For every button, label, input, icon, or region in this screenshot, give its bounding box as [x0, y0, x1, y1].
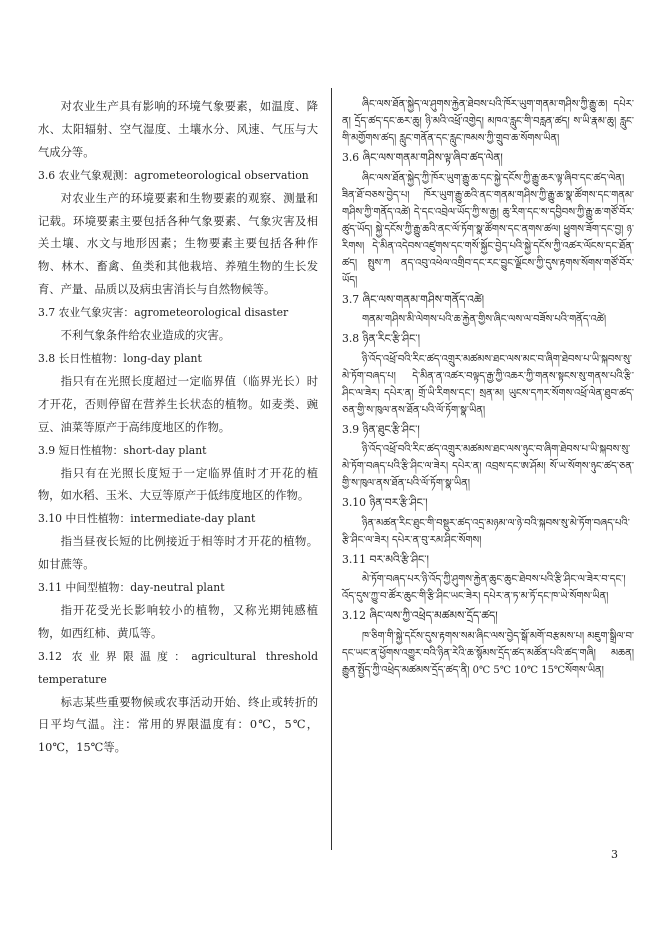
chinese-paragraph: 指只有在光照长度超过一定临界值（临界光长）时才开花，否则停留在营养生长状态的植物。如麦类、豌豆、油菜等原产于高纬度地区的作物。 [38, 374, 318, 434]
column-divider [331, 88, 332, 850]
chinese-heading: 3.12 农业界限温度：agricultural threshold temperature [38, 649, 318, 686]
tibetan-heading: 3.10 ཉིན་བར་རྩི་ཤིང་། [342, 496, 428, 509]
right-column-tibetan [342, 96, 634, 679]
tibetan-paragraph: ཞིང་ལས་ཐོན་སྐྱེད་ཀྱི་ཁོར་ཡུག་རྒྱུ་ཆ་དང་སྐྱེ་དངོས་ཀྱི་རྒྱུ་ཆར་ལྟ་ཞིབ་དང་ཚད་ལེན། ཟིན་ཐོ་བཅས་བྱེད་པ། ཁོར་ཡུག་རྒྱུ་ཆའི་ནང་གནམ་གཤིས་ཀྱི་རྒྱུ་ཆ་སྣ་ཚོགས་དང་གནམ་གཤིས་ཀྱི་གནོད་འཚེ། དེ་དང་འབྲེལ་ཡོད་ཀྱི་ས་རྒྱ། ཆུ་རིག་དང་ས་དབྱིབས་ཀྱི་རྒྱུ་ཆ་གཙོ་བོར་ཚུད་ཡོད། སྐྱེ་དངོས་ཀྱི་རྒྱུ་ཆའི་ནང་ལོ་ཏོག་སྣ་ཚོགས་དང་ནགས་ཚལ། ཕྱུགས་ཟོག་དང་བྱ། ཉ་རིགས། དེ་མིན་འདེབས་འཛུགས་དང་གསོ་སྐྱོང་བྱེད་པའི་སྐྱེ་དངོས་ཀྱི་འཚར་ལོངས་དང་ཐོན་ཚད། སྤུས་ཀ ནད་འབུ་འཕེལ་འགྲིབ་དང་རང་བྱུང་ལྗོངས་ཀྱི་དུས་རྟགས་སོགས་གཙོ་བོར་ཡོད། [342, 172, 634, 286]
chinese-heading: 3.6 农业气象观测：agrometeorological observation [38, 168, 309, 182]
tibetan-paragraph: གནམ་གཤིས་མི་ལེགས་པའི་ཆ་རྐྱེན་གྱིས་ཞིང་ལས་ལ་བཟོས་པའི་གནོད་འཚེ། [362, 314, 607, 325]
tibetan-paragraph: ཁ་ཅིག་གི་སྐྱེ་དངོས་དུས་རྟགས་སམ་ཞིང་ལས་བྱེད་སྒོ་མགོ་བརྩམས་པ། མཇུག་སྒྲིལ་བ་དང་ཡང་ན་ཕྱོགས་འགྱུར་བའི་ཉིན་རེའི་ཆ་སྙོམས་དྲོད་ཚད་མཚོན་པའི་ཚད་གཞི། མཆན། རྒྱུན་སྤྱོད་ཀྱི་འཕྲེད་མཚམས་དྲོད་ཚད་ནི། 0℃ 5℃ 10℃ 15℃སོགས་ཡིན། [342, 630, 634, 676]
chinese-heading: 3.8 长日性植物：long-day plant [38, 351, 202, 365]
tibetan-heading: 3.7 ཞིང་ལས་གནམ་གཤིས་གནོད་འཚེ། [342, 292, 485, 306]
tibetan-heading: 3.12 ཞིང་ལས་ཀྱི་འཕྲེད་མཚམས་དྲོད་ཚད། [342, 609, 498, 622]
chinese-paragraph: 指只有在光照长度短于一定临界值时才开花的植物，如水稻、玉米、大豆等原产于低纬度地区的作物。 [38, 466, 318, 503]
tibetan-paragraph: ཉི་འོད་འཕྲོ་བའི་རིང་ཚད་འགྲུར་མཚམས་ཐང་ལས་ཉུང་བ་ཞིག་ཐེབས་པ་ཡི་སྐབས་སུ་མེ་ཏོག་བཞད་པའི་རྩི་ཤིང་ལ་ཟེར། དཔེར་ན། འབྲས་དང་ཨ་ཤོམ། སོ་ཡ་སོགས་ཉུང་ཚད་ཅན་གྱི་ས་ཁུལ་ནས་ཐོན་པའི་ལོ་ཏོག་སྣ་ཡིན། [342, 444, 634, 489]
tibetan-paragraph: ཉིན་མཚན་རིང་ཐུང་གི་བསྡུར་ཚད་འདྲ་མཉམ་ལ་ཉེ་བའི་སྐབས་སུ་མེ་ཏོག་བཞད་པའི་རྩི་ཤིང་ལ་ཟེར། དཔེར་ན་བུ་རམ་ཤིང་སོགས། [342, 517, 630, 546]
left-column-chinese [38, 96, 318, 760]
chinese-heading: 3.10 中日性植物：intermediate-day plant [38, 512, 256, 526]
chinese-heading: 3.9 短日性植物：short-day plant [38, 443, 207, 457]
page-number: 3 [611, 848, 618, 861]
tibetan-heading: 3.9 ཉིན་ཐུང་རྩི་ཤིང་། [342, 422, 420, 436]
chinese-paragraph: 不利气象条件给农业造成的灾害。 [60, 329, 231, 343]
tibetan-heading: 3.6 ཞིང་ལས་གནམ་གཤིས་ལྟ་ཞིབ་ཚད་ལེན། [342, 151, 503, 164]
tibetan-paragraph: མེ་ཏོག་བཞད་པར་ཉི་འོད་ཀྱི་ཤུགས་རྐྱེན་ཆུང་ཆུང་ཐེབས་པའི་རྩི་ཤིང་ལ་ཟེར་བ་དང་། འོད་དུས་ཀྱུ་བ་ཚོར་ཆུང་གི་རྩི་ཤིང་ཡང་ཟེར། དཔེར་ན་ཏ་མ་ཏོ་དང་ཁ་ཡེ་སོགས་ཡིན། [342, 574, 626, 602]
chinese-paragraph: 标志某些重要物候或农事活动开始、终止或转折的日平均气温。注：常用的界限温度有：0℃，5℃，10℃，15℃等。 [38, 695, 318, 755]
chinese-heading: 3.7 农业气象灾害：agrometeorological disaster [38, 306, 289, 320]
chinese-paragraph: 指开花受光长影响较小的植物，又称光期钝感植物，如西红柿、黄瓜等。 [38, 603, 318, 640]
chinese-paragraph: 指当昼夜长短的比例接近于相等时才开花的植物。如甘蔗等。 [38, 535, 318, 572]
chinese-paragraph: 对农业生产的环境要素和生物要素的观察、测量和记载。环境要素主要包括各种气象要素、气象灾害及相关土壤、水文与地形因素；生物要素主要包括各种作物、林木、畜禽、鱼类和其他栽培、养殖生物的生长发育、产量、品质以及病虫害消长与自然物候等。 [38, 191, 318, 297]
tibetan-heading: 3.11 བར་མའི་རྩི་ཤིང་། [342, 552, 429, 566]
chinese-heading: 3.11 中间型植物：day-neutral plant [38, 581, 225, 595]
tibetan-heading: 3.8 ཉིན་རིང་རྩི་ཤིང་། [342, 332, 420, 345]
tibetan-paragraph: ཞིང་ལས་ཐོན་སྐྱེད་ལ་ཤུགས་རྐྱེན་ཐེབས་པའི་ཁོར་ཡུག་གནམ་གཤིས་ཀྱི་རྒྱུ་ཆ། དཔེར་ན། དྲོད་ཚད་དང་ཆར་ཆུ། ཉི་མའི་འཕྲོ་འགྱེད། མཁའ་རླུང་གི་བརླན་ཚད། ས་ཡི་རྣམ་ཆུ། རླུང་གི་མགྱོགས་ཚད། རླུང་གནོན་དང་རླུང་ཁམས་ཀྱི་གྲུབ་ཆ་སོགས་ཡིན། [342, 99, 634, 144]
tibetan-paragraph: ཉི་འོད་འཕྲོ་བའི་རིང་ཚད་འགྲུར་མཚམས་ཐང་ལས་མང་བ་ཞིག་ཐེབས་པ་ཡི་སྐབས་སུ་མེ་ཏོག་བཞད་པ། དེ་མིན་ན་འཚར་བལྟད་རྒྱ་ཀྱི་འཆར་ཀྱི་གནས་སྟངས་སུ་གནས་པའི་རྩི་ཤིང་ལ་ཟེར། དཔེར་ན། གྲོ་ཡི་རིགས་དང་། སྲན་མ། ཡུངས་དཀར་སོགས་འཕྲོ་ལེན་ཐུབ་ཚད་ཅན་གྱི་ས་ཁུལ་ནས་ཐོན་པའི་ལོ་ཏོག་སྣ་ཡིན། [342, 353, 634, 416]
chinese-paragraph: 对农业生产具有影响的环境气象要素，如温度、降水、太阳辐射、空气湿度、土壤水分、风速、气压与大气成分等。 [38, 100, 318, 159]
